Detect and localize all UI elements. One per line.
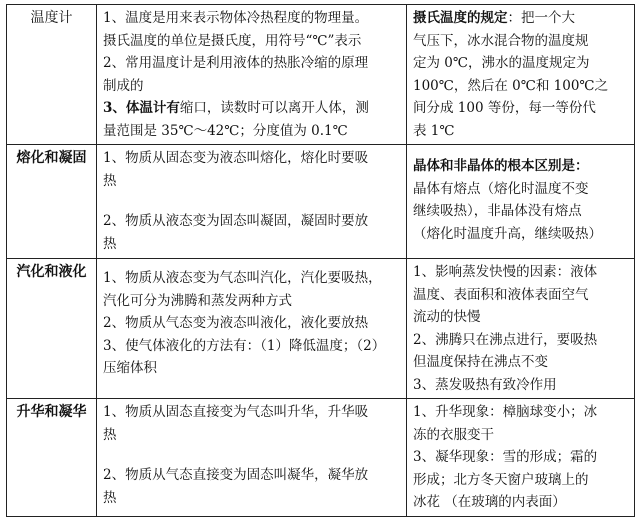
term-cell-vaporization: 汽化和液化 <box>7 259 97 399</box>
spacer <box>103 446 400 464</box>
content-line: 制成的 <box>103 77 144 94</box>
table-row <box>7 5 635 145</box>
content-line: 2、物质从气态直接变为固态叫凝华，凝华放 <box>103 467 369 483</box>
content-line: 压缩体积 <box>103 360 157 376</box>
content-line: 3、使气体液化的方法有：（1）降低温度；（2） <box>103 337 386 354</box>
table-row <box>7 259 635 399</box>
content-line: 2、常用温度计是利用液体的热胀冷缩的原理 <box>103 55 369 71</box>
content-cell-thermometer <box>97 5 407 145</box>
content-cell-melting <box>97 145 407 259</box>
note-line: 气压下，冰水混合物的温度规 <box>413 32 589 49</box>
note-line: 间分成 100 等份，每一等份代 <box>413 100 596 116</box>
term-cell-melting: 熔化和凝固 <box>7 145 97 259</box>
note-line: 3、蒸发吸热有致冷作用 <box>413 376 557 393</box>
spacer <box>103 192 400 210</box>
content-cell-vaporization <box>97 259 407 399</box>
note-line: 定为 0℃，沸水的温度规定为 <box>413 55 590 71</box>
note-line: 1、影响蒸发快慢的因素：液体 <box>413 264 598 280</box>
content-line: 1、物质从固态直接变为气态叫升华，升华吸 <box>103 404 369 420</box>
content-line: 1、物质从固态变为液态叫熔化，熔化时要吸 <box>103 150 369 166</box>
note-line: 1、升华现象：樟脑球变小；冰 <box>413 404 598 420</box>
term-cell-sublimation: 升华和凝华 <box>7 399 97 517</box>
note-line: 3、凝华现象：雪的形成；霜的 <box>413 449 598 465</box>
content-line: 1、温度是用来表示物体冷热程度的物理量。 <box>103 10 369 26</box>
term-cell-thermometer: 温度计 <box>7 5 97 145</box>
note-line <box>413 7 628 30</box>
note-line: 晶体有熔点（熔化时温度不变 <box>413 180 589 197</box>
content-line: 热 <box>103 235 117 252</box>
note-line: 表 1℃ <box>413 122 455 139</box>
content-line: 量范围是 35℃～42℃；分度值为 0.1℃ <box>103 122 348 139</box>
content-line: 热 <box>103 489 117 506</box>
note-heading: 晶体和非晶体的根本区别是： <box>413 158 589 174</box>
note-line: 流动的快慢 <box>413 309 481 325</box>
content-line: 2、物质从气态变为液态叫液化，液化要放热 <box>103 315 369 331</box>
note-line: 冻的衣服变干 <box>413 426 494 443</box>
note-line: （熔化时温度升高，继续吸热） <box>413 225 602 242</box>
content-fragment: 缩口，读数时可以离开人体，测 <box>179 100 369 116</box>
note-cell-melting <box>407 145 635 259</box>
note-line: 冰花 （在玻璃的内表面） <box>413 494 566 510</box>
note-heading: 摄氏温度的规定 <box>413 10 508 26</box>
content-line: 摄氏温度的单位是摄氏度，用符号“℃”表示 <box>103 32 362 49</box>
content-line <box>103 97 400 120</box>
content-cell-sublimation <box>97 399 407 517</box>
note-line: 继续吸热），非晶体没有熔点 <box>413 203 582 219</box>
content-line: 汽化可分为沸腾和蒸发两种方式 <box>103 292 292 309</box>
content-line: 2、物质从液态变为固态叫凝固，凝固时要放 <box>103 213 369 229</box>
note-cell-vaporization <box>407 259 635 399</box>
note-line: 形成；北方冬天窗户玻璃上的 <box>413 471 589 488</box>
note-line: 100℃，然后在 0℃和 100℃之 <box>413 77 609 94</box>
content-line: 热 <box>103 426 117 443</box>
note-cell-sublimation <box>407 399 635 517</box>
physics-summary-table <box>6 4 635 517</box>
table-row <box>7 145 635 259</box>
table-row <box>7 399 635 517</box>
note-line: 温度、表面积和液体表面空气 <box>413 286 589 303</box>
bold-lead: 3、体温计有 <box>103 100 180 116</box>
note-cell-thermometer <box>407 5 635 145</box>
content-line: 1、物质从液态变为气态叫汽化，汽化要吸热， <box>103 270 382 286</box>
content-line: 热 <box>103 172 117 189</box>
note-line: 但温度保持在沸点不变 <box>413 354 548 370</box>
note-line: 2、沸腾只在沸点进行，要吸热 <box>413 331 598 348</box>
note-fragment: ：把一个大 <box>507 10 575 26</box>
